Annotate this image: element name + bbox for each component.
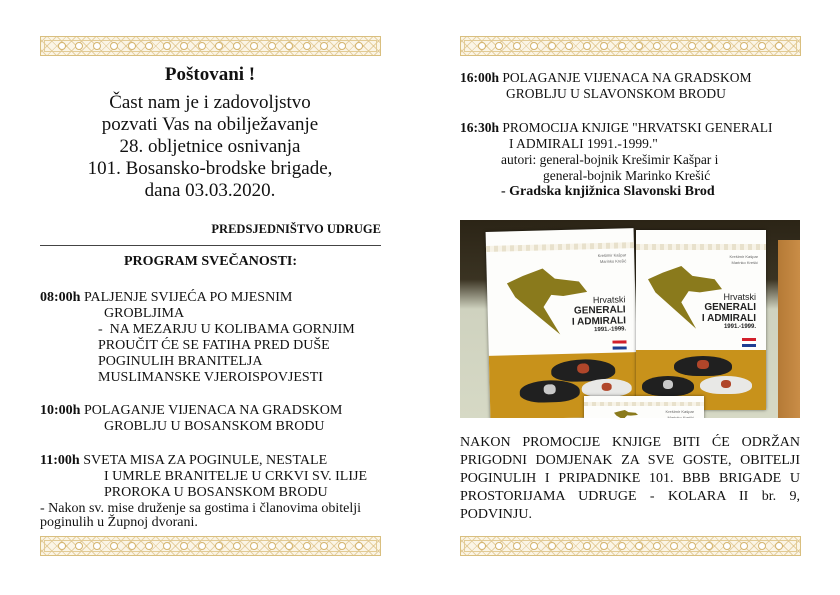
book-cover-left xyxy=(486,228,639,418)
intro-line: 101. Bosansko-brodske brigade, xyxy=(87,158,333,179)
book-cover-bottom xyxy=(584,396,704,418)
program-text: GROBLJU U SLAVONSKOM BRODU xyxy=(506,86,726,101)
program-text: PROUČIT ĆE SE FATIHA PRED DUŠE xyxy=(98,338,330,353)
book-author: Marinko Krešić xyxy=(731,260,758,265)
program-text: PROROKA U BOSANSKOM BRODU xyxy=(104,485,328,500)
program-item-0800 xyxy=(40,290,400,386)
closing-text: NAKON PROMOCIJE KNJIGE BITI ĆE ODRŽAN PRIGODNI DOMJENAK ZA SVE GOSTE, OBITELJI POGINULIH I PRIPADNIKE 101. BBB BRIGADE U PROSTORIJAMA UDRUGE - KOLARA II br. 9, PODVINJU. xyxy=(460,435,800,522)
officer-cap-image xyxy=(519,380,580,404)
cardboard-box xyxy=(778,240,800,418)
program-text: POGINULIH BRANITELJA xyxy=(98,354,263,369)
top-right-ornament-border xyxy=(460,36,801,56)
venue-text: - Gradska knjižnica Slavonski Brod xyxy=(501,184,715,199)
book-title-small: Hrvatski xyxy=(723,292,756,302)
authors-text: general-bojnik Marinko Krešić xyxy=(543,168,711,183)
book-title-big: I ADMIRALI xyxy=(701,313,756,324)
program-item-1000 xyxy=(40,403,400,435)
program-text: I UMRLE BRANITELJE U CRKVI SV. ILIJE xyxy=(104,469,368,484)
program-text: - NA MEZARJU U KOLIBAMA GORNJIM xyxy=(98,322,355,337)
program-text: I ADMIRALI 1991.-1999." xyxy=(509,136,658,151)
program-item-1630 xyxy=(460,120,830,200)
greeting-heading: Poštovani ! xyxy=(164,64,256,85)
program-item-1600 xyxy=(460,70,820,102)
book-title-big: GENERALI xyxy=(704,302,756,313)
program-text: GROBLJIMA xyxy=(104,306,185,321)
book-author: Krešimir Kašpar xyxy=(665,409,694,414)
book-author: Marinko Krešić xyxy=(599,258,627,264)
program-text: PROMOCIJA KNJIGE "HRVATSKI GENERALI xyxy=(502,120,773,135)
book-years: 1991.-1999. xyxy=(594,326,627,334)
book-covers-photo xyxy=(460,220,800,418)
program-time: 16:30h xyxy=(460,120,500,135)
croatian-flag-icon xyxy=(612,340,626,349)
book-author: Krešimir Kašpar xyxy=(597,252,627,259)
intro-line: 28. obljetnice osnivanja xyxy=(119,136,301,157)
bottom-right-ornament-border xyxy=(460,536,801,556)
officer-cap-image xyxy=(700,376,752,394)
officer-cap-image xyxy=(674,356,732,376)
intro-line: dana 03.03.2020. xyxy=(144,180,276,201)
top-left-ornament-border xyxy=(40,36,381,56)
divider-line xyxy=(40,245,381,246)
program-text: POLAGANJE VIJENACA NA GRADSKOM xyxy=(83,403,343,418)
program-text: GROBLJU U BOSANSKOM BRODU xyxy=(104,419,325,434)
book-title-big: GENERALI xyxy=(573,304,626,317)
program-text: MUSLIMANSKE VJEROISPOVJESTI xyxy=(98,370,323,385)
book-title-big: I ADMIRALI xyxy=(571,315,627,328)
intro-line: pozvati Vas na obilježavanje xyxy=(101,114,319,135)
program-note: poginulih u Župnoj dvorani. xyxy=(40,515,198,530)
program-text: SVETA MISA ZA POGINULE, NESTALE xyxy=(83,453,328,468)
bottom-left-ornament-border xyxy=(40,536,381,556)
book-years: 1991.-1999. xyxy=(723,324,756,330)
book-cover-right xyxy=(636,230,766,410)
croatian-flag-icon xyxy=(742,338,756,347)
program-time: 16:00h xyxy=(460,70,500,85)
officer-cap-image xyxy=(642,376,694,396)
program-title: PROGRAM SVEČANOSTI: xyxy=(123,254,298,269)
program-time: 08:00h xyxy=(40,290,81,305)
program-time: 11:00h xyxy=(40,453,80,468)
book-title-small: Hrvatski xyxy=(592,294,626,306)
signature: PREDSJEDNIŠTVO UDRUGE xyxy=(211,222,381,236)
program-note: - Nakon sv. mise druženje sa gostima i članovima obitelji xyxy=(40,501,362,516)
program-text: POLAGANJE VIJENACA NA GRADSKOM xyxy=(502,70,752,85)
invitation-text xyxy=(30,92,390,202)
book-author: Marinko Krešić xyxy=(667,415,694,418)
program-item-1100 xyxy=(40,453,420,530)
program-time: 10:00h xyxy=(40,403,81,418)
authors-text: autori: general-bojnik Krešimir Kašpar i xyxy=(501,152,719,167)
officer-cap-image xyxy=(581,378,631,397)
program-text: PALJENJE SVIJEĆA PO MJESNIM xyxy=(83,290,293,305)
intro-line: Čast nam je i zadovoljstvo xyxy=(109,92,311,113)
book-author: Krešimir Kašpar xyxy=(729,254,758,259)
